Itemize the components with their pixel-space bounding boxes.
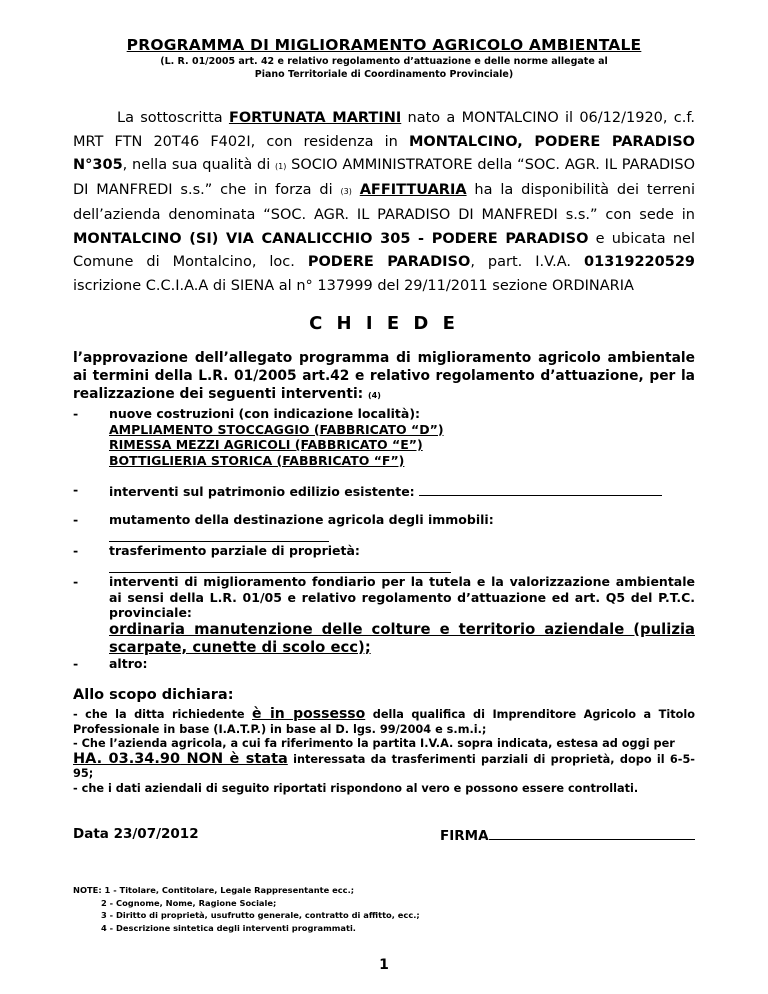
declaration-heading: Allo scopo dichiara: bbox=[73, 687, 234, 703]
signature-label: FIRMA bbox=[440, 828, 489, 844]
existing-buildings-label: interventi sul patrimonio edilizio esistente: bbox=[109, 484, 420, 499]
chiede-heading: C H I E D E bbox=[309, 313, 459, 334]
bullet-dash: - bbox=[73, 574, 79, 589]
note-ref-4: (4) bbox=[368, 391, 381, 400]
other-label: altro: bbox=[109, 656, 148, 671]
intro-text: nato a MONTALCINO il 06/12/1920, c.f. MRT FTN 20T46 F402I, con residenza in bbox=[73, 110, 696, 150]
signature-line bbox=[489, 826, 695, 840]
bullet-dash: - bbox=[73, 543, 79, 558]
notes-label: NOTE: bbox=[73, 885, 102, 895]
approval-paragraph bbox=[73, 349, 695, 405]
partial-transfer-label: trasferimento parziale di proprietà: bbox=[109, 543, 360, 558]
blank-line bbox=[109, 559, 451, 573]
bullet-dash: - bbox=[73, 406, 79, 421]
destination-change-label: mutamento della destinazione agricola degli immobili: bbox=[109, 512, 494, 527]
note-ref-1: (1) bbox=[275, 162, 287, 172]
bullet-dash: - bbox=[73, 512, 79, 527]
page-number: 1 bbox=[379, 957, 389, 973]
residence: MONTALCINO, PODERE PARADISO N°305 bbox=[73, 133, 696, 174]
date-field: Data 23/07/2012 bbox=[73, 826, 199, 842]
declaration-body bbox=[73, 707, 695, 796]
declaration-line-4: - che i dati aziendali di seguito riportati rispondono al vero e possono essere controllati. bbox=[73, 781, 639, 795]
vat-number: 01319220529 bbox=[584, 254, 695, 271]
land-improvement-detail: ordinaria manutenzione delle colture e territorio aziendale (pulizia scarpate, cunette di scolo ecc); bbox=[109, 620, 695, 656]
building-e: RIMESSA MEZZI AGRICOLI (FABBRICATO “E”) bbox=[109, 437, 423, 452]
footnote-3: 3 - Diritto di proprietà, usufrutto generale, contratto di affitto, ecc.; bbox=[101, 910, 420, 920]
intro-text: SOCIO AMMINISTRATORE della “SOC. AGR. IL PARADISO DI MANFREDI s.s.” che in forza di bbox=[73, 157, 696, 199]
signature-field bbox=[440, 826, 695, 844]
bullet-dash: - bbox=[73, 482, 79, 497]
footnote-1: 1 - Titolare, Contitolare, Legale Rappresentante ecc.; bbox=[104, 885, 355, 895]
intro-text: e ubicata nel Comune di Montalcino, loc. bbox=[73, 230, 695, 271]
new-constructions-label: nuove costruzioni (con indicazione località): bbox=[109, 406, 421, 421]
declaration-line-2: - Che l’azienda agricola, a cui fa riferimento la partita I.V.A. sopra indicata, estesa ad oggi per bbox=[73, 737, 675, 750]
subtitle-line-1: (L. R. 01/2005 art. 42 e relativo regolamento d’attuazione e delle norme allegate al bbox=[160, 56, 608, 67]
applicant-name: FORTUNATA MARTINI bbox=[228, 110, 402, 126]
possession-status: è in possesso bbox=[252, 706, 366, 722]
intro-text: iscrizione C.C.I.A.A di SIENA al n° 137999 del 29/11/2011 sezione ORDINARIA bbox=[73, 277, 634, 294]
title-role: AFFITTUARIA bbox=[359, 182, 467, 199]
building-f: BOTTIGLIERIA STORICA (FABBRICATO “F”) bbox=[109, 452, 405, 468]
transfer-status: NON è stata bbox=[180, 750, 288, 767]
document-title: PROGRAMMA DI MIGLIORAMENTO AGRICOLO AMBIENTALE bbox=[126, 36, 642, 54]
approval-text: l’approvazione dell’allegato programma di miglioramento agricolo ambientale ai termini della L.R. 01/2005 art.42 e relativo regolamento d’attuazione, per la realizzazione dei seguenti interventi: bbox=[73, 350, 695, 402]
company-seat: MONTALCINO (SI) VIA CANALICCHIO 305 - PODERE PARADISO bbox=[73, 230, 589, 247]
intro-text: , part. I.V.A. bbox=[470, 254, 585, 271]
note-ref-3: (3) bbox=[340, 187, 352, 197]
blank-line bbox=[109, 528, 329, 542]
footnote-4: 4 - Descrizione sintetica degli interventi programmati. bbox=[101, 922, 356, 933]
declaration-text: interessata da trasferimenti parziali di proprietà, dopo il 6-5-95; bbox=[73, 752, 695, 780]
locality: PODERE PARADISO bbox=[307, 254, 471, 271]
declaration-text: della qualifica di Imprenditore Agricolo a Titolo Professionale in base (I.A.T.P.) in base al D. lgs. 99/2004 e s.m.i.; bbox=[73, 708, 696, 736]
bullet-dash: - bbox=[73, 656, 79, 671]
declaration-text: - che la ditta richiedente bbox=[73, 708, 253, 721]
intro-text: ha la disponibilità dei terreni dell’azienda denominata “SOC. AGR. IL PARADISO DI MANFREDI s.s.” con sede in bbox=[73, 182, 696, 223]
applicant-paragraph bbox=[73, 107, 695, 299]
land-improvement-label: interventi di miglioramento fondiario per la tutela e la valorizzazione ambientale ai sensi della L.R. 01/05 e relativo regolamento d’attuazione ed art. Q5 del P.T.C. provinciale: bbox=[109, 574, 695, 620]
footnotes bbox=[73, 884, 420, 934]
footnote-2: 2 - Cognome, Nome, Ragione Sociale; bbox=[101, 897, 277, 908]
intro-text: La sottoscritta bbox=[117, 110, 229, 126]
hectares: HA. 03.34.90 bbox=[73, 750, 181, 767]
subtitle-line-2: Piano Territoriale di Coordinamento Provinciale) bbox=[254, 69, 514, 80]
building-d: AMPLIAMENTO STOCCAGGIO (FABBRICATO “D”) bbox=[109, 421, 444, 437]
intro-text: , nella sua qualità di bbox=[122, 157, 276, 174]
blank-line bbox=[419, 482, 662, 496]
document-subtitle bbox=[0, 55, 768, 81]
